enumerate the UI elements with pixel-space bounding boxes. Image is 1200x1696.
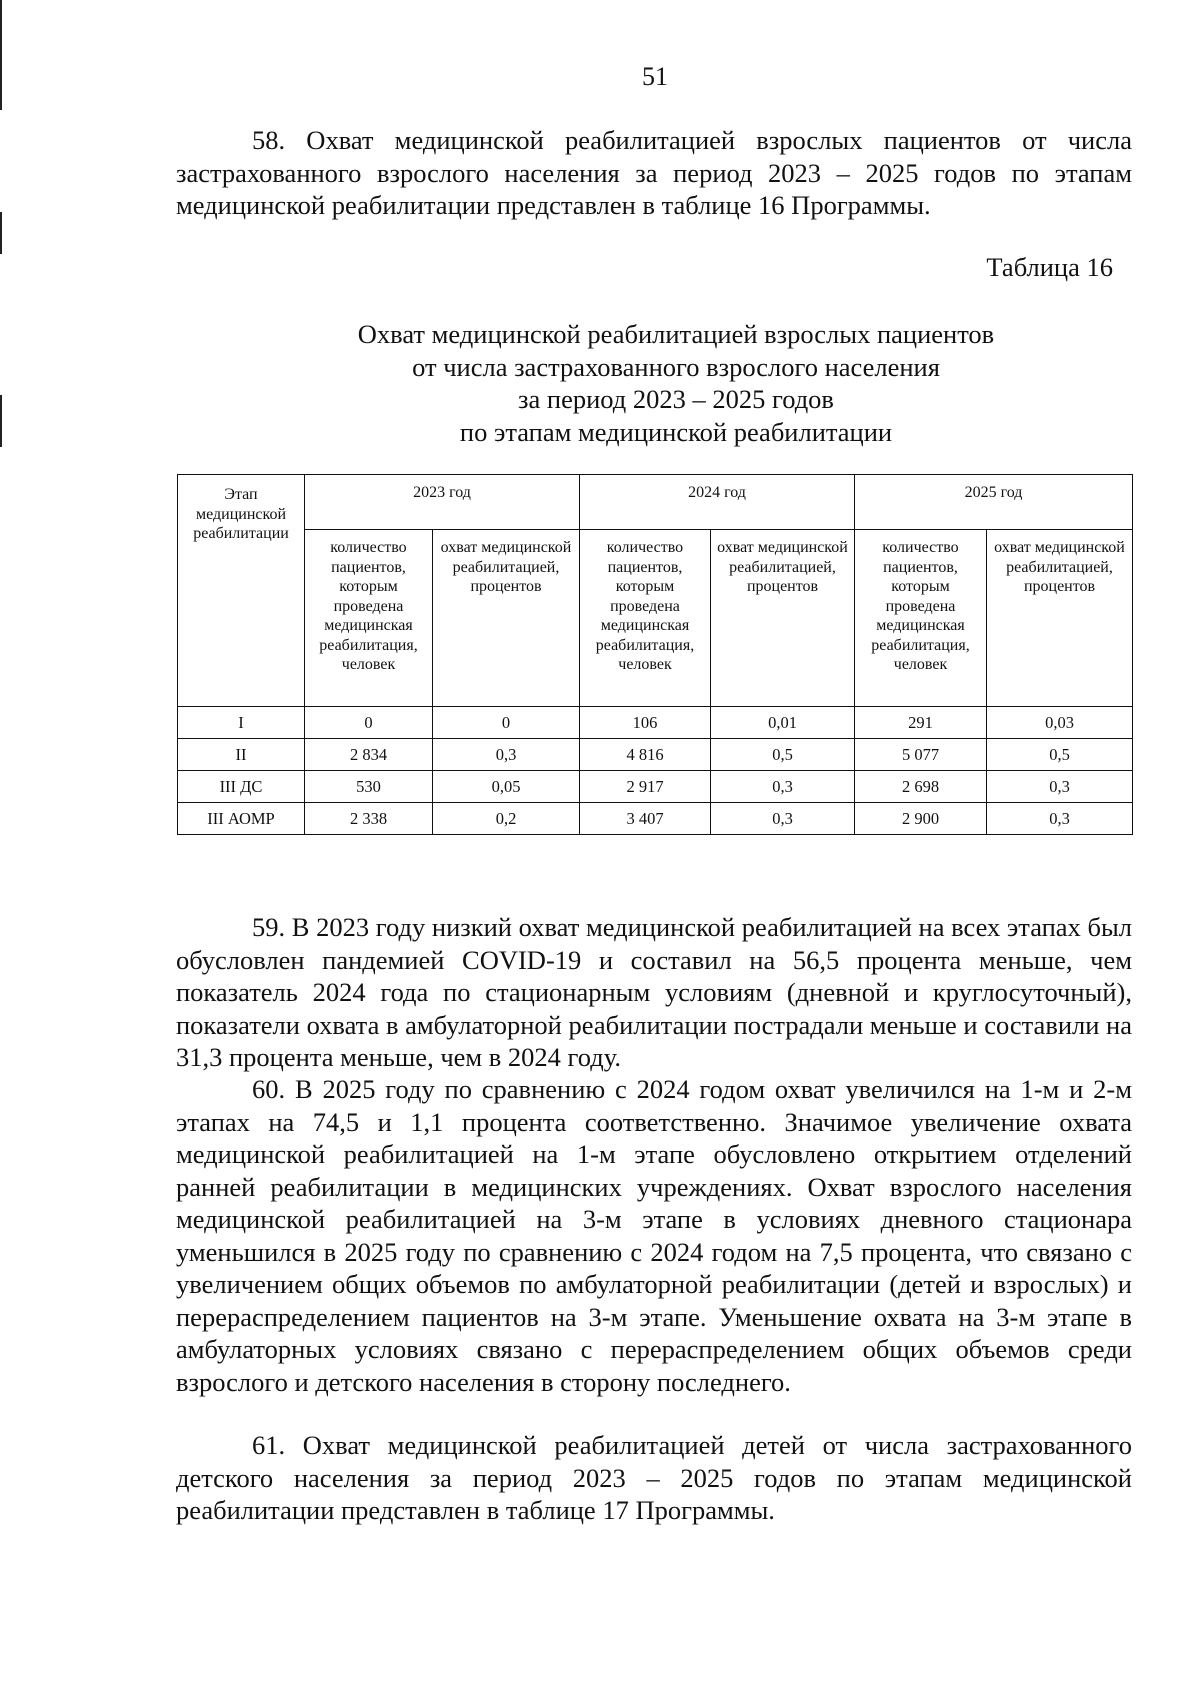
count-cell: 530 [305,771,433,803]
percent-cell: 0,2 [433,803,580,835]
count-cell: 106 [580,707,711,739]
table-row [178,771,1133,803]
table-row [178,707,1133,739]
year-header-2024: 2024 год [580,475,855,530]
percent-cell: 0,3 [711,803,855,835]
stage-cell: II [178,739,305,771]
percent-cell: 0,5 [987,739,1133,771]
year-header-2025: 2025 год [855,475,1133,530]
count-cell: 2 698 [855,771,987,803]
percent-subheader: охват медицинской реабилитацией, процентов [433,530,580,707]
table-title-line: Охват медицинской реабилитацией взрослых пациентов [357,319,995,349]
percent-cell: 0 [433,707,580,739]
stage-cell: III АОМР [178,803,305,835]
count-cell: 2 900 [855,803,987,835]
count-subheader: количество пациентов, которым проведена медицинская реабилитация, человек [855,530,987,707]
count-cell: 5 077 [855,739,987,771]
percent-cell: 0,03 [987,707,1133,739]
scan-edge-mark [0,0,2,110]
count-subheader: количество пациентов, которым проведена медицинская реабилитация, человек [580,530,711,707]
scan-edge-mark [0,212,2,254]
table-label: Таблица 16 [986,252,1113,282]
table-row [178,739,1133,771]
table-header-row [178,475,1133,530]
percent-cell: 0,01 [711,707,855,739]
year-header-2023: 2023 год [305,475,580,530]
stage-column-header: Этап медицинской реабилитации [178,475,305,707]
page-number: 51 [642,62,668,91]
percent-cell: 0,5 [711,739,855,771]
table-subheader-row [178,530,1133,707]
percent-subheader: охват медицинской реабилитацией, процентов [987,530,1133,707]
count-cell: 4 816 [580,739,711,771]
count-cell: 2 917 [580,771,711,803]
count-subheader: количество пациентов, которым проведена медицинская реабилитация, человек [305,530,433,707]
count-cell: 0 [305,707,433,739]
paragraph-59: 59. В 2023 году низкий охват медицинской реабилитацией на всех этапах был обусловлен пандемией COVID-19 и составил на 56,5 процента меньше, чем показатель 2024 года по стационарным условиям (дневной и круглосуточный), показатели охвата в амбулаторной реабилитации пострадали меньше и составили на 31,3 процента меньше, чем в 2024 году. [176,912,1132,1072]
count-cell: 2 338 [305,803,433,835]
count-cell: 2 834 [305,739,433,771]
percent-cell: 0,3 [987,771,1133,803]
percent-cell: 0,3 [987,803,1133,835]
percent-cell: 0,3 [711,771,855,803]
stage-cell: I [178,707,305,739]
percent-cell: 0,3 [433,739,580,771]
table-row [178,803,1133,835]
scan-edge-mark [0,395,2,447]
count-cell: 291 [855,707,987,739]
table-title-line: за период 2023 – 2025 годов [518,384,834,414]
percent-cell: 0,05 [433,771,580,803]
paragraph-60: 60. В 2025 году по сравнению с 2024 годом охват увеличился на 1-м и 2-м этапах на 74,5 и 1,1 процента соответственно. Значимое увеличение охвата медицинской реабилитацией на 1-м этапе обусловлено открытием отделений ранней реабилитации в медицинских учреждениях. Охват взрослого населения медицинской реабилитацией на 3-м этапе в условиях дневного стационара уменьшился в 2025 году по сравнению с 2024 годом на 7,5 процента, что связано с увеличением общих объемов по амбулаторной реабилитации (детей и взрослых) и перераспределением пациентов на 3-м этапе. Уменьшение охвата на 3-м этапе в амбулаторных условиях связано с перераспределением общих объемов среди взрослого и детского населения в сторону последнего. [176,1074,1132,1397]
table-title-line: от числа застрахованного взрослого населения [412,351,940,382]
percent-subheader: охват медицинской реабилитацией, процентов [711,530,855,707]
paragraph-61: 61. Охват медицинской реабилитацией детей от числа застрахованного детского населения за период 2023 – 2025 годов по этапам медицинской реабилитации представлен в таблице 17 Программы. [176,1430,1132,1525]
table-title [300,318,1052,448]
stage-cell: III ДС [178,771,305,803]
paragraph-58: 58. Охват медицинской реабилитацией взрослых пациентов от числа застрахованного взрослого населения за период 2023 – 2025 годов по этапам медицинской реабилитации представлен в таблице 16 Программы. [176,125,1132,220]
count-cell: 3 407 [580,803,711,835]
table-title-line: по этапам медицинской реабилитации [459,416,893,447]
rehabilitation-coverage-table [177,474,1133,835]
